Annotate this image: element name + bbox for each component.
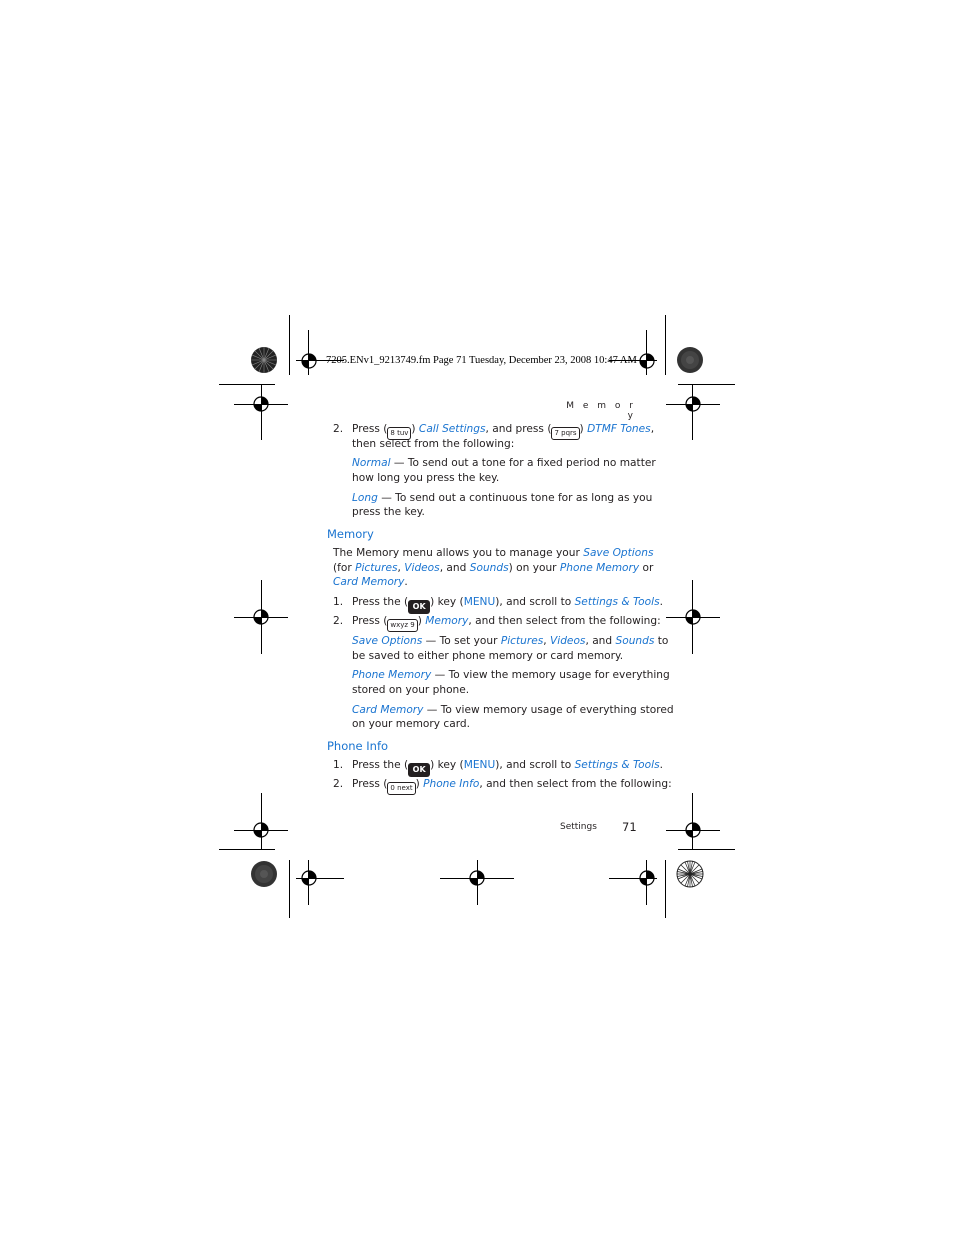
option-text: to (654, 635, 669, 647)
registration-target-icon (250, 393, 272, 415)
registration-target-icon (636, 867, 658, 889)
option-text: — To set your (422, 635, 501, 647)
step-text: . (659, 759, 663, 771)
footer-section-name: Settings (560, 822, 597, 832)
step-text: Press the ( (352, 759, 409, 771)
starburst-light-icon (676, 860, 704, 888)
registration-target-icon (250, 606, 272, 628)
step-number: 2. (333, 615, 344, 627)
option-text: — To view the memory usage for everything (431, 669, 670, 681)
ok-key-icon: OK (408, 763, 430, 777)
step-text: Press ( (352, 615, 388, 627)
intro-text: The Memory menu allows you to manage your (333, 547, 584, 559)
key-7-icon: 7 pqrs (551, 427, 579, 440)
section-heading-memory: Memory (327, 527, 374, 541)
registration-target-icon (298, 867, 320, 889)
sounds-link: Sounds (615, 635, 655, 647)
option-text-line: stored on your phone. (352, 684, 470, 696)
card-memory-link: Card Memory (333, 576, 405, 588)
memory-link: Memory (425, 615, 469, 627)
step-text: , and press ( (485, 423, 552, 435)
intro-text: , (397, 562, 405, 574)
step-number: 2. (333, 423, 344, 435)
key-0-icon: 0 next (387, 782, 415, 795)
option-term: Normal (352, 457, 391, 469)
memory-intro-line3 (333, 575, 408, 589)
option-save-options (352, 634, 668, 648)
option-text-line: be saved to either phone memory or card memory. (352, 650, 624, 662)
registration-target-icon (298, 350, 320, 372)
intro-text: ) on your (508, 562, 560, 574)
starburst-dark-icon (250, 860, 278, 888)
step-text: , (650, 423, 655, 435)
step-number: 1. (333, 596, 344, 608)
running-head: M e m o r y (566, 401, 636, 421)
option-normal (352, 456, 656, 470)
memory-intro (333, 546, 653, 560)
option-long (352, 491, 652, 505)
intro-text: , and (439, 562, 470, 574)
option-text-line: on your memory card. (352, 718, 470, 730)
phone-info-step-1 (352, 758, 663, 777)
option-text-line: how long you press the key. (352, 472, 500, 484)
settings-tools-link: Settings & Tools (574, 759, 660, 771)
step-text: Press ( (352, 778, 388, 790)
registration-target-icon (250, 819, 272, 841)
step-text: , and then select from the following: (468, 615, 661, 627)
pictures-link: Pictures (500, 635, 544, 647)
option-text: — To send out a continuous tone for as long as you (377, 492, 653, 504)
registration-target-icon (682, 393, 704, 415)
phone-memory-link: Phone Memory (559, 562, 640, 574)
option-text: , and (585, 635, 616, 647)
step-number: 1. (333, 759, 344, 771)
save-options-link: Save Options (583, 547, 654, 559)
step-text: ) (417, 615, 426, 627)
memory-intro-line2 (333, 561, 653, 575)
file-info-line: 7205.ENv1_9213749.fm Page 71 Tuesday, December 23, 2008 10:47 AM (326, 355, 637, 366)
step-text: ) (415, 778, 424, 790)
videos-link: Videos (404, 562, 440, 574)
option-text: , (543, 635, 551, 647)
page-number: 71 (622, 820, 637, 834)
phone-info-step-2 (352, 777, 672, 795)
step-text: , and then select from the following: (479, 778, 672, 790)
ok-key-icon: OK (408, 600, 430, 614)
option-term: Card Memory (352, 704, 424, 716)
intro-text: (for (333, 562, 356, 574)
sounds-link: Sounds (469, 562, 509, 574)
dtmf-tones-link: DTMF Tones (587, 423, 651, 435)
registration-target-icon (682, 606, 704, 628)
starburst-dark-icon (676, 346, 704, 374)
phone-info-link: Phone Info (423, 778, 480, 790)
call-settings-link: Call Settings (418, 423, 486, 435)
step-number: 2. (333, 778, 344, 790)
step-text: ) key ( (430, 759, 464, 771)
option-text-line: press the key. (352, 506, 425, 518)
option-phone-memory (352, 668, 670, 682)
menu-label: MENU (463, 596, 496, 608)
registration-target-icon (466, 867, 488, 889)
intro-text: . (404, 576, 408, 588)
option-text: — To view memory usage of everything stored (423, 704, 674, 716)
step-text: . (659, 596, 663, 608)
step-text: Press ( (352, 423, 388, 435)
starburst-dark-icon (250, 346, 278, 374)
section-heading-phone-info: Phone Info (327, 739, 389, 753)
registration-target-icon (682, 819, 704, 841)
step-text: ), and scroll to (495, 596, 575, 608)
key-8-icon: 8 tuv (387, 427, 411, 440)
intro-text: or (639, 562, 654, 574)
key-9-icon: wxyz 9 (387, 619, 417, 632)
memory-step-1 (352, 595, 663, 614)
option-card-memory (352, 703, 674, 717)
option-text: — To send out a tone for a fixed period no matter (390, 457, 656, 469)
step-text: ) key ( (430, 596, 464, 608)
videos-link: Videos (550, 635, 586, 647)
settings-tools-link: Settings & Tools (574, 596, 660, 608)
step-text: Press the ( (352, 596, 409, 608)
pictures-link: Pictures (355, 562, 398, 574)
step-text-line: then select from the following: (352, 438, 515, 450)
step-text: ) (579, 423, 588, 435)
menu-label: MENU (463, 759, 496, 771)
option-term: Save Options (352, 635, 423, 647)
step-text: ) (411, 423, 419, 435)
option-term: Long (352, 492, 378, 504)
memory-step-2 (352, 614, 661, 632)
step-text: ), and scroll to (495, 759, 575, 771)
option-term: Phone Memory (352, 669, 432, 681)
